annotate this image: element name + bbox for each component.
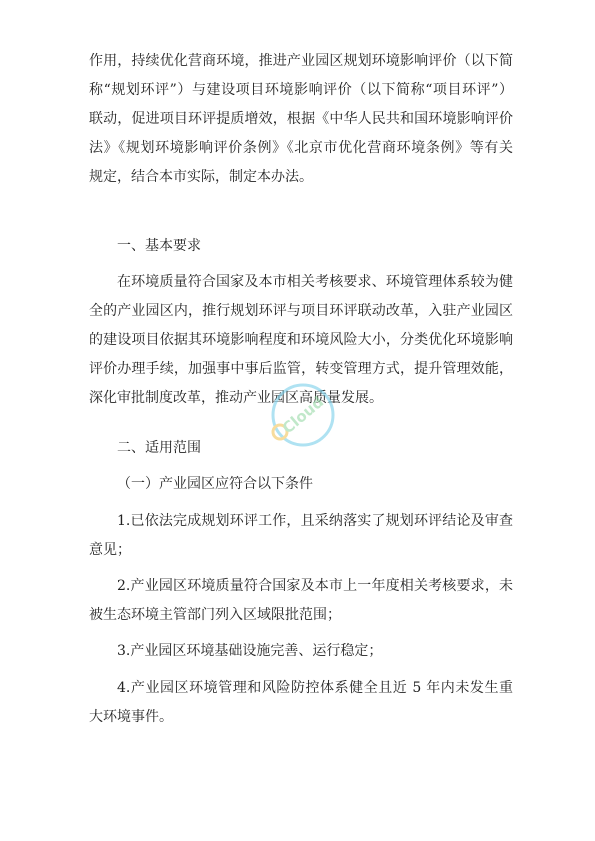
text-line: 深化审批制度改革，推动产业园区高质量发展。	[89, 390, 383, 406]
text-line: 3.产业园区环境基础设施完善、运行稳定；	[117, 643, 383, 659]
intro-paragraph	[89, 47, 513, 192]
list-item-4	[89, 674, 513, 732]
cloud-watermark-icon	[258, 370, 348, 460]
text-line: 2.产业园区环境质量符合国家及本市上一年度相关考核要求，未	[117, 578, 513, 594]
list-item-2	[89, 572, 513, 630]
text-line: 联动，促进项目环评提质增效，根据《中华人民共和国环境影响评价	[89, 111, 513, 127]
text-line: 规定，结合本市实际，制定本办法。	[89, 169, 313, 185]
section-heading-basic-requirements: 一、基本要求	[117, 238, 201, 254]
text-line: 被生态环境主管部门列入区域限批范围；	[89, 607, 341, 623]
text-line: 的建设项目依据其环境影响程度和环境风险大小，分类优化环境影响	[89, 332, 513, 348]
text-line: 大环境事件。	[89, 709, 173, 725]
text-line: 评价办理手续，加强事中事后监管，转变管理方式，提升管理效能，	[89, 361, 513, 377]
text-line: 1.已依法完成规划环评工作，且采纳落实了规划环评结论及审查	[117, 513, 513, 529]
text-line: 称“规划环评”）与建设项目环境影响评价（以下简称“项目环评”）	[89, 82, 513, 98]
text-line: 全的产业园区内，推行规划环评与项目环评联动改革，入驻产业园区	[89, 303, 513, 319]
text-line: 作用，持续优化营商环境，推进产业园区规划环境影响评价（以下简	[89, 53, 513, 69]
watermark-text: Cloud	[278, 392, 328, 438]
text-line: 意见；	[89, 542, 131, 558]
list-item-1	[89, 507, 513, 565]
text-line: 4.产业园区环境管理和风险防控体系健全且近 5 年内未发生重	[117, 680, 513, 696]
text-line: 法》《规划环境影响评价条例》《北京市优化营商环境条例》等有关	[89, 140, 513, 156]
section-heading-scope: 二、适用范围	[117, 440, 201, 456]
subsection-heading-park-conditions: （一）产业园区应符合以下条件	[117, 476, 313, 492]
text-line: 在环境质量符合国家及本市相关考核要求、环境管理体系较为健	[117, 274, 513, 290]
list-item-3	[89, 637, 513, 666]
